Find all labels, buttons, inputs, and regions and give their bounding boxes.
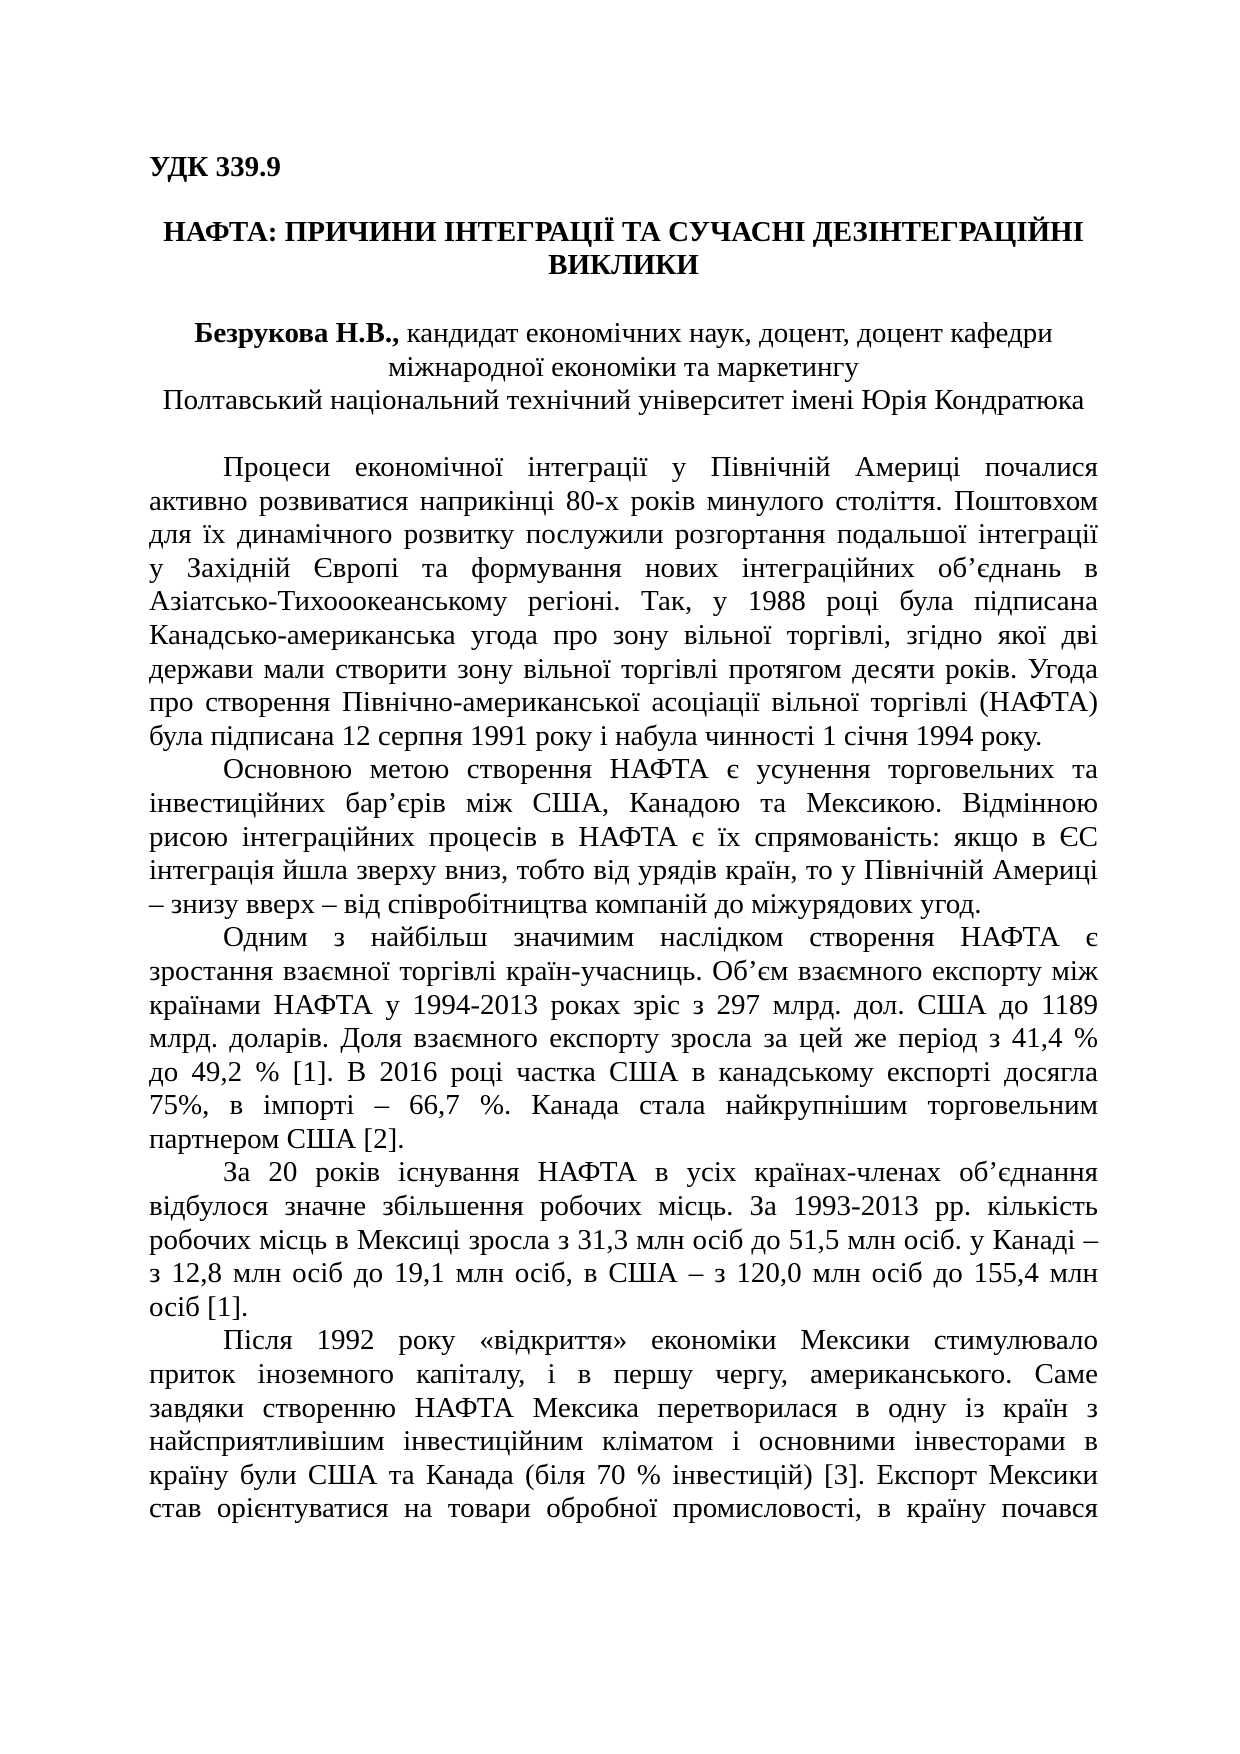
paragraph — [149, 1324, 1098, 1526]
paragraph-line: завдяки створенню НАФТА Мексика перетворилася в одну із країн з — [149, 1391, 1098, 1424]
author-line — [149, 316, 1098, 350]
udk-code: УДК 339.9 — [149, 151, 281, 183]
paragraph-line: Канадсько-американська угода про зону вільної торгівлі, згідно якої дві — [149, 618, 1098, 651]
paragraph-line: зростання взаємної торгівлі країн-учасниць. Об’єм взаємного експорту між — [149, 954, 1098, 987]
paragraph-line: для їх динамічного розвитку послужили розгортання подальшої інтеграції — [149, 518, 1098, 551]
paragraph-line: робочих місць в Мексиці зросла з 31,3 млн осіб до 51,5 млн осіб. у Канаді – — [149, 1223, 1098, 1256]
paragraph-line: була підписана 12 серпня 1991 року і набула чинності 1 січня 1994 року. — [149, 719, 1043, 752]
paragraph-line: рисою інтеграційних процесів в НАФТА є їх спрямованість: якщо в ЄС — [149, 820, 1098, 853]
author-affiliation: Полтавський національний технічний університет імені Юрія Кондратюка — [162, 384, 1085, 416]
paragraph — [149, 451, 1098, 753]
paragraph-line: осіб [1]. — [149, 1290, 249, 1323]
paragraph-line: найсприятливішим інвестиційним кліматом і основними інвесторами в — [149, 1425, 1098, 1458]
author-position: кандидат економічних наук, доцент, доцент кафедри — [399, 317, 1053, 349]
paragraph-line: Одним з найбільш значимим наслідком створення НАФТА є — [223, 921, 1098, 954]
paragraph-line: Азіатсько-Тихооокеанському регіоні. Так, у 1988 році була підписана — [149, 585, 1098, 618]
article-title-line-1: НАФТА: ПРИЧИНИ ІНТЕГРАЦІЇ ТА СУЧАСНІ ДЕЗІНТЕГРАЦІЙНІ — [163, 216, 1084, 248]
paragraph-line: активно розвиватися наприкінці 80-х років минулого століття. Поштовхом — [149, 484, 1098, 517]
paragraph-line: інтеграція йшла зверху вниз, тобто від урядів країн, то у Північній Америці — [149, 854, 1098, 887]
paragraph-line: Після 1992 року «відкриття» економіки Мексики стимулювало — [223, 1324, 1098, 1357]
paragraph-line: За 20 років існування НАФТА в усіх країнах-членах об’єднання — [223, 1156, 1098, 1189]
paragraph-line: інвестиційних бар’єрів між США, Канадою та Мексикою. Відмінною — [149, 786, 1098, 819]
paragraph-line: країну були США та Канада (біля 70 % інвестицій) [3]. Експорт Мексики — [149, 1458, 1098, 1491]
paragraph — [149, 921, 1098, 1156]
paragraph-line: держави мали створити зону вільної торгівлі протягом десяти років. Угода — [149, 652, 1098, 685]
paragraph-line: приток іноземного капіталу, і в першу чергу, американського. Саме — [149, 1358, 1098, 1391]
paragraph-line: 75%, в імпорті – 66,7 %. Канада стала найкрупнішим торговельним — [149, 1089, 1098, 1122]
paragraph-line: з 12,8 млн осіб до 19,1 млн осіб, в США – з 120,0 млн осіб до 155,4 млн — [149, 1257, 1098, 1290]
paragraph-line: млрд. доларів. Доля взаємного експорту зросла за цей же період з 41,4 % — [149, 1022, 1098, 1055]
article-body — [149, 451, 1098, 1526]
paragraph-line: Основною метою створення НАФТА є усунення торговельних та — [223, 753, 1098, 786]
paragraph-line: став орієнтуватися на товари обробної промисловості, в країну почався — [149, 1492, 1098, 1525]
paragraph-line: про створення Північно-американської асоціації вільної торгівлі (НАФТА) — [149, 686, 1098, 719]
paragraph-line: відбулося значне збільшення робочих місць. За 1993-2013 рр. кількість — [149, 1190, 1098, 1223]
paragraph-line: Процеси економічної інтеграції у Північній Америці почалися — [223, 451, 1098, 483]
paragraph — [149, 753, 1098, 921]
paragraph-line: партнером США [2]. — [149, 1122, 405, 1155]
paragraph-line: – знизу вверх – від співробітництва компаній до міжурядових угод. — [149, 887, 982, 920]
paragraph-line: у Західній Європі та формування нових інтеграційних об’єднань в — [149, 551, 1098, 584]
article-title-line-2: ВИКЛИКИ — [548, 249, 699, 281]
author-department: міжнародної економіки та маркетингу — [388, 351, 859, 383]
paragraph-line: країнами НАФТА у 1994-2013 роках зріс з 297 млрд. дол. США до 1189 — [149, 988, 1098, 1021]
paragraph-line: до 49,2 % [1]. В 2016 році частка США в канадському експорті досягла — [149, 1055, 1098, 1088]
paragraph — [149, 1156, 1098, 1324]
author-name: Безрукова Н.В., — [194, 317, 400, 349]
